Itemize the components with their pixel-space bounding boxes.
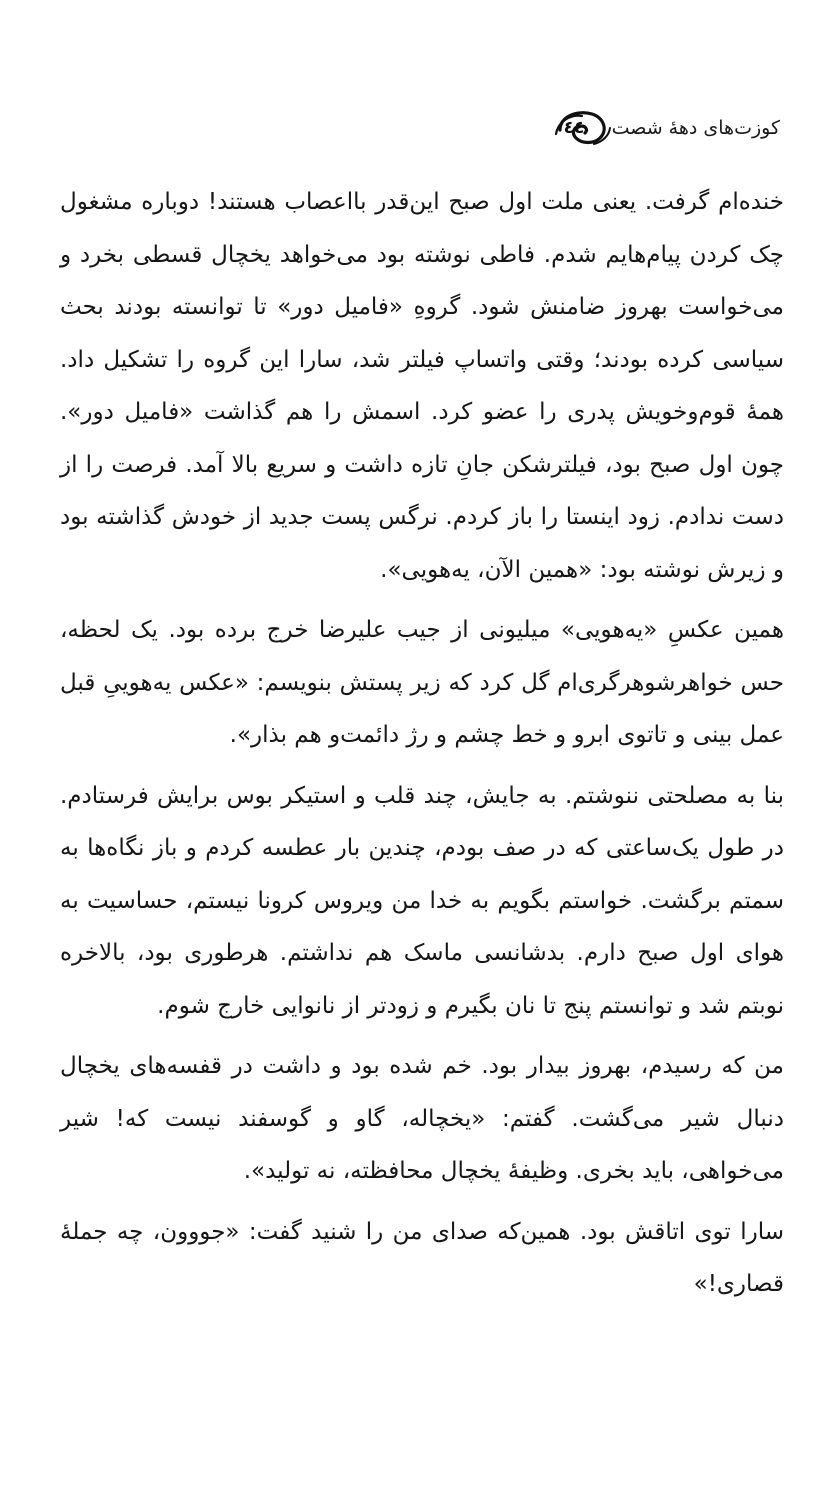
page-number-badge	[554, 108, 612, 148]
body-text	[60, 176, 784, 1311]
paragraph: من که رسیدم، بهروز بیدار بود. خم شده بود و داشت در قفسه‌های یخچال دنبال شیر می‌گشت. گفتم: «یخچاله، گاو و گوسفند نیست که! شیر می‌خواهی، باید بخری. وظیفهٔ یخچال محافظته، نه تولید».	[60, 1053, 784, 1184]
page-number: ٤٤	[563, 118, 585, 138]
paragraph: بنا به مصلحتی ننوشتم. به جایش، چند قلب و استیکر بوس برایش فرستادم. در طول یک‌ساعتی که در صف بودم، چندین بار عطسه کردم و باز نگاه‌ها به سمتم برگشت. خواستم بگویم به خدا من ویروس کرونا نیستم، حساسیت به هوای اول صبح دارم. بدشانسی ماسک هم نداشتم. هرطوری بود، بالاخره نوبتم شد و توانستم پنج تا نان بگیرم و زودتر از نانوایی خارج شوم.	[60, 782, 784, 1019]
paragraph: سارا توی اتاقش بود. همین‌که صدای من را شنید گفت: «جووون، چه جملهٔ قصاری!»	[60, 1218, 784, 1297]
paragraph: همین عکسِ «یه‌هویی» میلیونی از جیب علیرضا خرج برده بود. یک لحظه، حس خواهرشوهرگری‌ام گل کرد که زیر پستش بنویسم: «عکس یه‌هوییِ قبل عمل بینی و تاتوی ابرو و خط چشم و رژ دائمت‌و هم بذار».	[60, 617, 784, 748]
running-title: کوزت‌های دههٔ شصت	[611, 117, 780, 139]
paragraph: خنده‌ام گرفت. یعنی ملت اول صبح این‌قدر بااعصاب هستند! دوباره مشغول چک کردن پیام‌هایم شدم. فاطی نوشته بود می‌خواهد یخچال قسطی بخرد و می‌خواست بهروز ضامنش شود. گروهِ «فامیل دور» تا توانسته بودند بحث سیاسی کرده بودند؛ وقتی واتساپ فیلتر شد، سارا این گروه را تشکیل داد. همهٔ قوم‌وخویش پدری را عضو کرد. اسمش را هم گذاشت «فامیل دور». چون اول صبح بود، فیلترشکن جانِ تازه داشت و سریع بالا آمد. فرصت را از دست ندادم. زود اینستا را باز کردم. نرگس پست جدید از خودش گذاشته بود و زیرش نوشته بود: «همین الآن، یه‌هویی».	[60, 189, 784, 583]
page-header	[546, 106, 780, 150]
